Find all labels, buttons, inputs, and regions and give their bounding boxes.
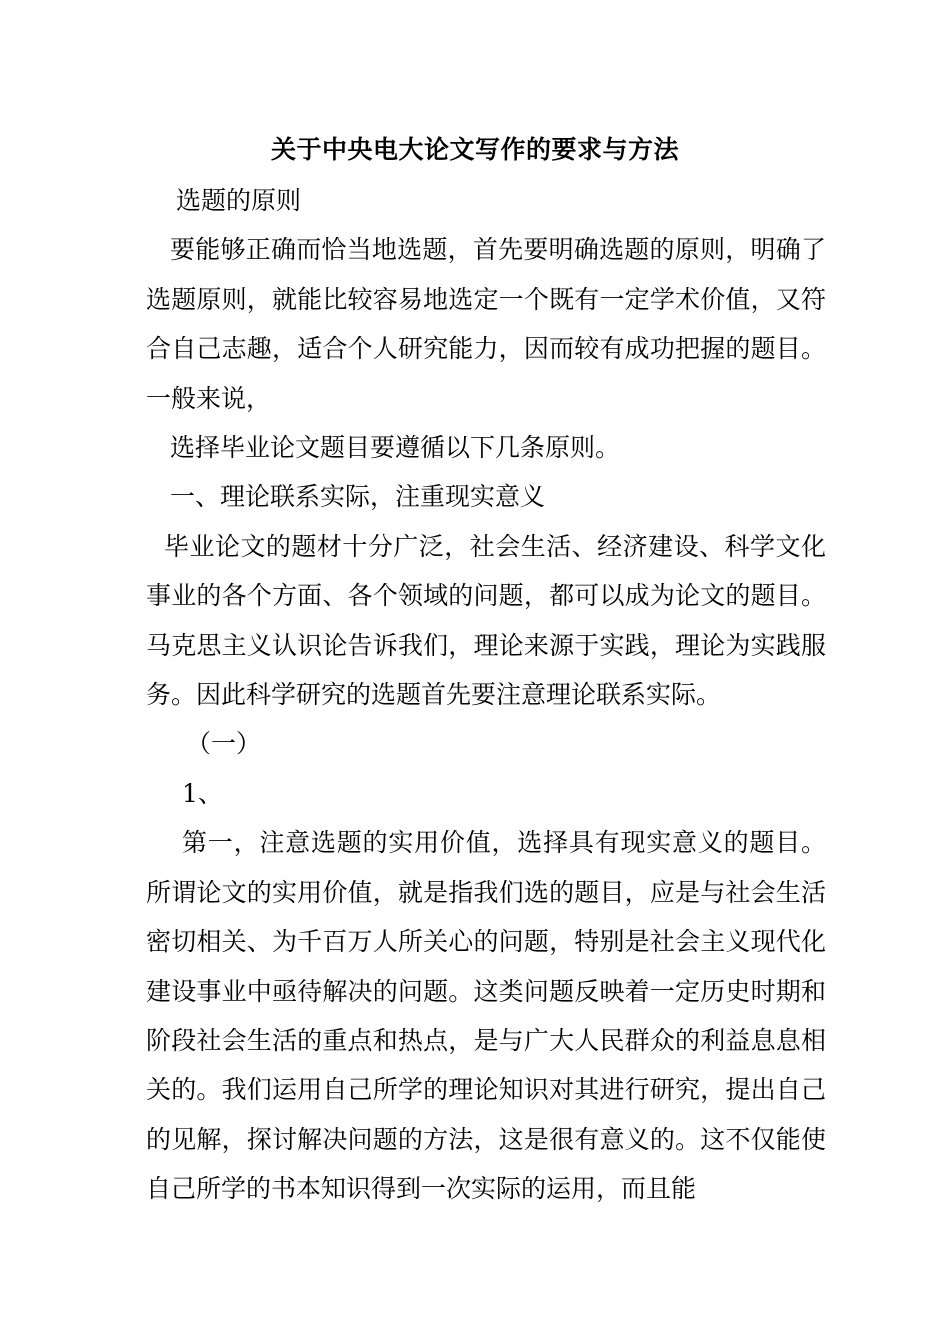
list-marker: 1、 [182, 778, 223, 808]
section-heading: 一、理论联系实际，注重现实意义 [170, 482, 546, 512]
section-heading: 选题的原则 [176, 186, 302, 215]
paragraph: 第一，注意选题的实用价值，选择具有现实意义的题目。所谓论文的实用价值，就是指我们选的题目，应是与社会生活密切相关、为千百万人所关心的问题，特别是社会主义现代化建设事业中亟待解决的问题。这类问题反映着一定历史时期和阶段社会生活的重点和热点，是与广大人民群众的利益息息相关的。我们运用自己所学的理论知识对其进行研究，提出自己的见解，探讨解决问题的方法，这是很有意义的。这不仅能使自己所学的书本知识得到一次实际的运用，而且能 [146, 828, 826, 1204]
list-marker: （一） [186, 729, 262, 759]
document-body [146, 176, 826, 1214]
paragraph: 毕业论文的题材十分广泛，社会生活、经济建设、科学文化事业的各个方面、各个领域的问题，都可以成为论文的题目。马克思主义认识论告诉我们，理论来源于实践，理论为实践服务。因此科学研究的选题首先要注意理论联系实际。 [146, 531, 826, 710]
paragraph: 选择毕业论文题目要遵循以下几条原则。 [170, 433, 621, 463]
document-title: 关于中央电大论文写作的要求与方法 [270, 135, 679, 164]
paragraph: 要能够正确而恰当地选题，首先要明确选题的原则，明确了选题原则，就能比较容易地选定一个既有一定学术价值，又符合自己志趣，适合个人研究能力，因而较有成功把握的题目。一般来说， [146, 235, 826, 413]
